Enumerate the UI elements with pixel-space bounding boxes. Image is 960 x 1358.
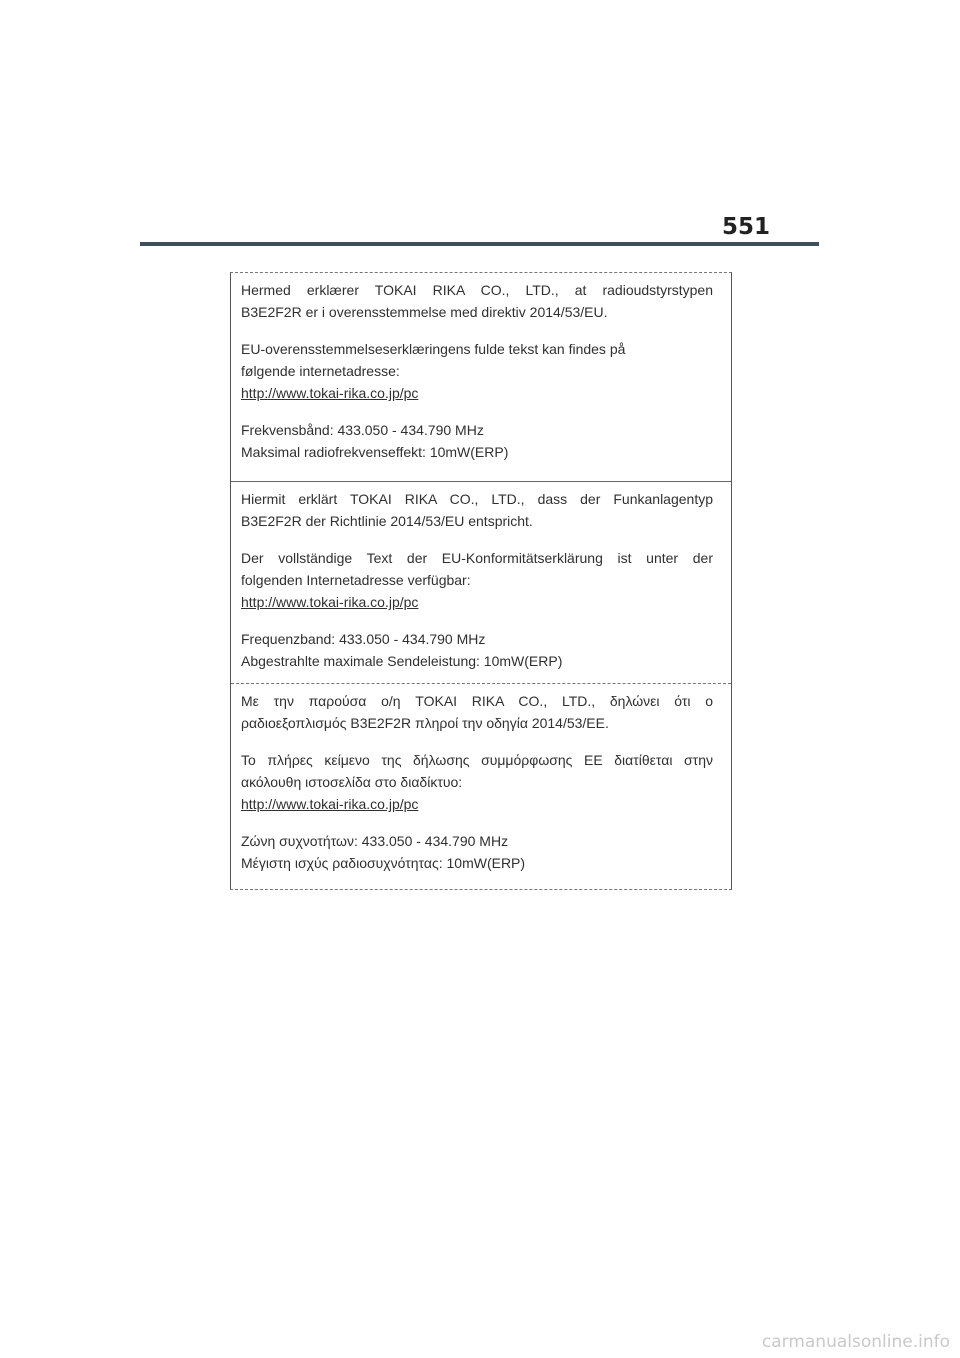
max-power: Abgestrahlte maximale Sendeleistung: 10mW(ERP) <box>241 653 563 669</box>
declaration-url-link[interactable]: http://www.tokai-rika.co.jp/pc <box>241 385 419 401</box>
fulltext-paragraph <box>241 338 713 404</box>
frequency-band: Frequenzband: 433.050 - 434.790 MHz <box>241 631 486 647</box>
declaration-german <box>231 481 731 682</box>
declaration-url-link[interactable]: http://www.tokai-rika.co.jp/pc <box>241 594 419 610</box>
frequency-band: Ζώνη συχνοτήτων: 433.050 - 434.790 MHz <box>241 833 509 849</box>
fulltext-line: EU-overensstemmelseserklæringens fulde tekst kan findes på <box>241 341 626 357</box>
fulltext-line: Der vollständige Text der EU-Konformitätserklärung ist unter der <box>241 550 713 566</box>
statement-line: Hiermit erklärt TOKAI RIKA CO., LTD., dass der Funkanlagentyp <box>241 491 713 507</box>
statement-line: B3E2F2R er i overensstemmelse med direktiv 2014/53/EU. <box>241 304 608 320</box>
spec-paragraph <box>241 830 713 874</box>
statement-line: ραδιοεξοπλισμός B3E2F2R πληροί την οδηγία 2014/53/ΕΕ. <box>241 715 609 731</box>
statement-line: Hermed erklærer TOKAI RIKA CO., LTD., at radioudstyrstypen <box>241 282 713 298</box>
max-power: Μέγιστη ισχύς ραδιοσυχνότητας: 10mW(ERP) <box>241 855 526 871</box>
statement-line: B3E2F2R der Richtlinie 2014/53/EU entspricht. <box>241 513 533 529</box>
frequency-band: Frekvensbånd: 433.050 - 434.790 MHz <box>241 422 484 438</box>
spec-paragraph <box>241 628 713 672</box>
fulltext-line: følgende internetadresse: <box>241 363 400 379</box>
max-power: Maksimal radiofrekvenseffekt: 10mW(ERP) <box>241 444 509 460</box>
header-rule <box>140 242 819 246</box>
footer-watermark: carmanualsonline.info <box>761 1332 950 1352</box>
declaration-greek <box>231 683 731 890</box>
fulltext-line: Το πλήρες κείμενο της δήλωσης συμμόρφωσης ΕΕ διατίθεται στην <box>241 752 713 768</box>
statement-line: Με την παρούσα ο/η TOKAI RIKA CO., LTD., δηλώνει ότι ο <box>241 693 713 709</box>
fulltext-line: ακόλουθη ιστοσελίδα στο διαδίκτυο: <box>241 774 463 790</box>
page-number: 551 <box>721 214 770 240</box>
declaration-danish <box>231 273 731 480</box>
declaration-url-link[interactable]: http://www.tokai-rika.co.jp/pc <box>241 796 419 812</box>
fulltext-paragraph <box>241 749 713 815</box>
declaration-statement <box>241 488 713 532</box>
fulltext-paragraph <box>241 547 713 613</box>
fulltext-line: folgenden Internetadresse verfügbar: <box>241 572 471 588</box>
declaration-statement <box>241 690 713 734</box>
spec-paragraph <box>241 419 713 463</box>
declaration-statement <box>241 279 713 323</box>
declaration-scan <box>230 272 732 890</box>
